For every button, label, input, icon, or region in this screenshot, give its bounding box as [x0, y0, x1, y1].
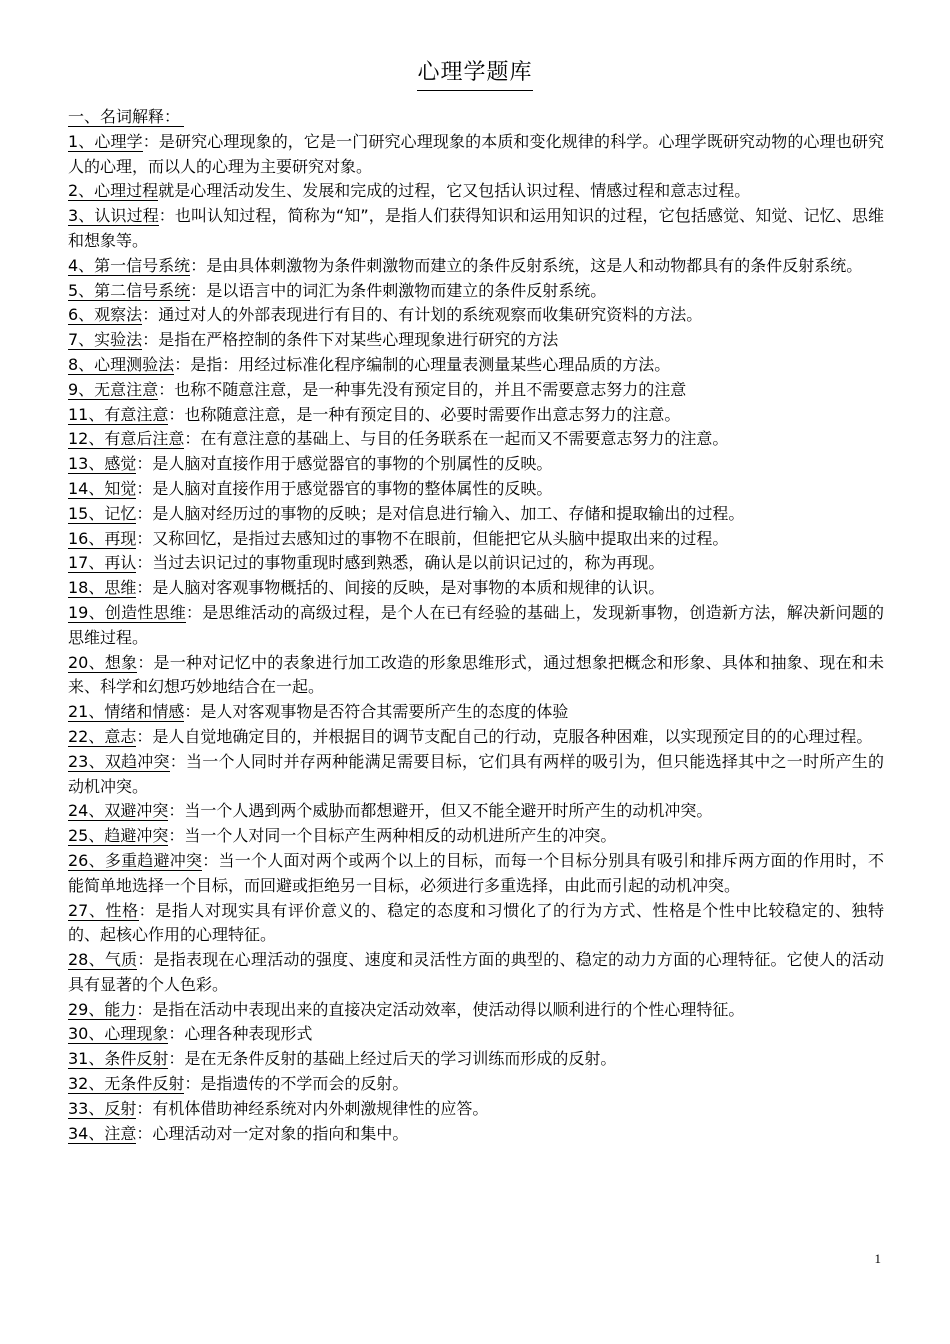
definition-term: 24、双避冲突 — [68, 801, 169, 821]
section-heading-text: 一、名词解释： — [68, 107, 184, 127]
definition-entry — [68, 403, 884, 428]
definition-entry — [68, 502, 884, 527]
definition-entry — [68, 353, 884, 378]
definition-term: 30、心理现象 — [68, 1024, 169, 1044]
document-title-wrap — [0, 58, 950, 91]
definition-text: ：是人脑对经历过的事物的反映；是对信息进行输入、加工、存储和提取输出的过程。 — [136, 503, 745, 523]
definition-entry — [68, 254, 884, 279]
definition-entry — [68, 1097, 884, 1122]
definition-term: 16、再现 — [68, 528, 137, 548]
definition-text: ：是人脑对直接作用于感觉器官的事物的整体属性的反映。 — [136, 478, 553, 498]
definition-entry — [68, 799, 884, 824]
definition-text: ：当过去识记过的事物重现时感到熟悉，确认是以前识记过的，称为再现。 — [136, 553, 665, 573]
definition-entry — [68, 551, 884, 576]
definition-term: 32、无条件反射 — [68, 1074, 185, 1094]
definition-text: ：是指：用经过标准化程序编制的心理量表测量某些心理品质的方法。 — [174, 354, 671, 374]
definition-term: 6、观察法 — [68, 305, 143, 325]
definition-entry — [68, 527, 884, 552]
definition-entry — [68, 1047, 884, 1072]
definition-entry — [68, 998, 884, 1023]
definition-entry — [68, 750, 884, 800]
definition-entry — [68, 477, 884, 502]
definition-text: ：有机体借助神经系统对内外刺激规律性的应答。 — [136, 1098, 489, 1118]
definition-term: 2、心理过程 — [68, 181, 159, 201]
definition-term: 18、思维 — [68, 578, 137, 598]
definition-text: ：是指在严格控制的条件下对某些心理现象进行研究的方法 — [142, 330, 559, 350]
definition-term: 23、双趋冲突 — [68, 751, 170, 771]
definition-entry — [68, 1122, 884, 1147]
definition-term: 4、第一信号系统 — [68, 255, 191, 275]
definition-text: ：是一种对记忆中的表象进行加工改造的形象思维形式，通过想象把概念和形象、具体和抽象、现在和未来、科学和幻想巧妙地结合在一起。 — [68, 652, 884, 697]
definition-term: 25、趋避冲突 — [68, 826, 169, 846]
definition-term: 21、情绪和情感 — [68, 702, 185, 722]
definition-term: 8、心理测验法 — [68, 354, 175, 374]
section-heading — [68, 105, 884, 130]
definition-term: 33、反射 — [68, 1098, 137, 1118]
definition-text: ：是思维活动的高级过程，是个人在已有经验的基础上，发现新事物，创造新方法，解决新问题的思维过程。 — [68, 602, 884, 647]
definition-entry — [68, 601, 884, 651]
definition-text: ：也称不随意注意，是一种事先没有预定目的，并且不需要意志努力的注意 — [158, 379, 687, 399]
definition-term: 29、能力 — [68, 999, 137, 1019]
definition-term: 7、实验法 — [68, 330, 143, 350]
document-body — [68, 105, 884, 1146]
definition-term: 27、性格 — [68, 900, 139, 920]
page-number: 1 — [874, 1251, 881, 1266]
definition-entry — [68, 1072, 884, 1097]
definition-text: ：又称回忆，是指过去感知过的事物不在眼前，但能把它从头脑中提取出来的过程。 — [136, 528, 729, 548]
definition-entry — [68, 378, 884, 403]
definition-entry — [68, 899, 884, 949]
definition-term: 15、记忆 — [68, 503, 137, 523]
definition-term: 22、意志 — [68, 726, 137, 746]
definition-text: ：当一个人遇到两个威胁而都想避开，但又不能全避开时所产生的动机冲突。 — [168, 801, 713, 821]
definition-list — [68, 130, 884, 1147]
definition-entry — [68, 179, 884, 204]
definition-text: ：是以语言中的词汇为条件刺激物而建立的条件反射系统。 — [190, 280, 607, 300]
definition-entry — [68, 651, 884, 701]
definition-text: ：是指在活动中表现出来的直接决定活动效率，使活动得以顺利进行的个性心理特征。 — [136, 999, 745, 1019]
definition-term: 19、创造性思维 — [68, 602, 187, 622]
definition-term: 31、条件反射 — [68, 1049, 169, 1069]
definition-entry — [68, 204, 884, 254]
definition-entry — [68, 279, 884, 304]
definition-text: ：是在无条件反射的基础上经过后天的学习训练而形成的反射。 — [168, 1049, 617, 1069]
definition-term: 14、知觉 — [68, 478, 137, 498]
definition-entry — [68, 948, 884, 998]
definition-text: ：当一个人面对两个或两个以上的目标，而每一个目标分别具有吸引和排斥两方面的作用时，不能简单地选择一个目标，而回避或拒绝另一目标，必须进行多重选择，由此而引起的动机冲突。 — [68, 850, 884, 895]
definition-entry — [68, 130, 884, 180]
definition-text: ：通过对人的外部表现进行有目的、有计划的系统观察而收集研究资料的方法。 — [142, 305, 703, 325]
definition-text: ：也叫认知过程，简称为“知”，是指人们获得知识和运用知识的过程，它包括感觉、知觉、记忆、思维和想象等。 — [68, 206, 884, 250]
definition-term: 13、感觉 — [68, 454, 137, 474]
definition-term: 1、心理学 — [68, 131, 143, 151]
definition-entry — [68, 303, 884, 328]
definition-term: 17、再认 — [68, 553, 137, 573]
definition-text: ：当一个人同时并存两种能满足需要目标，它们具有两样的吸引为，但只能选择其中之一时所产生的动机冲突。 — [68, 751, 884, 796]
definition-term: 11、有意注意 — [68, 404, 169, 424]
definition-text: ：是人脑对客观事物概括的、间接的反映，是对事物的本质和规律的认识。 — [136, 578, 665, 598]
definition-text: ：在有意注意的基础上、与目的任务联系在一起而又不需要意志努力的注意。 — [184, 429, 729, 449]
definition-text: 就是心理活动发生、发展和完成的过程，它又包括认识过程、情感过程和意志过程。 — [158, 181, 751, 201]
definition-text: ：也称随意注意，是一种有预定目的、必要时需要作出意志努力的注意。 — [168, 404, 681, 424]
definition-term: 5、第二信号系统 — [68, 280, 191, 300]
definition-term: 34、注意 — [68, 1123, 137, 1143]
definition-entry — [68, 452, 884, 477]
document-title: 心理学题库 — [417, 58, 532, 91]
definition-entry — [68, 849, 884, 899]
definition-text: ：是指表现在心理活动的强度、速度和灵活性方面的典型的、稳定的动力方面的心理特征。它使人的活动具有显著的个人色彩。 — [68, 950, 884, 994]
definition-entry — [68, 700, 884, 725]
definition-entry — [68, 576, 884, 601]
definition-term: 20、想象 — [68, 652, 138, 672]
definition-text: ：是指遗传的不学而会的反射。 — [184, 1074, 409, 1094]
definition-text: ：心理活动对一定对象的指向和集中。 — [136, 1123, 409, 1143]
definition-text: ：是人脑对直接作用于感觉器官的事物的个别属性的反映。 — [136, 454, 553, 474]
definition-entry — [68, 328, 884, 353]
definition-term: 12、有意后注意 — [68, 429, 185, 449]
definition-text: ：是指人对现实具有评价意义的、稳定的态度和习惯化了的行为方式、性格是个性中比较稳定的、独特的、起核心作用的心理特征。 — [68, 900, 884, 945]
definition-entry — [68, 725, 884, 750]
definition-term: 9、无意注意 — [68, 379, 159, 399]
definition-text: ：是人对客观事物是否符合其需要所产生的态度的体验 — [184, 702, 569, 722]
definition-entry — [68, 824, 884, 849]
definition-text: ：心理各种表现形式 — [168, 1024, 313, 1044]
definition-text: ：是由具体刺激物为条件刺激物而建立的条件反射系统，这是人和动物都具有的条件反射系统。 — [190, 255, 863, 275]
definition-text: ：当一个人对同一个目标产生两种相反的动机进所产生的冲突。 — [168, 826, 617, 846]
definition-entry — [68, 1022, 884, 1047]
definition-entry — [68, 427, 884, 452]
definition-text: ：是研究心理现象的，它是一门研究心理现象的本质和变化规律的科学。心理学既研究动物的心理也研究人的心理，而以人的心理为主要研究对象。 — [68, 131, 884, 176]
definition-term: 28、气质 — [68, 950, 138, 970]
definition-term: 3、认识过程 — [68, 206, 159, 226]
definition-term: 26、多重趋避冲突 — [68, 850, 203, 870]
definition-text: ：是人自觉地确定目的，并根据目的调节支配自己的行动，克服各种困难，以实现预定目的的心理过程。 — [136, 726, 873, 746]
